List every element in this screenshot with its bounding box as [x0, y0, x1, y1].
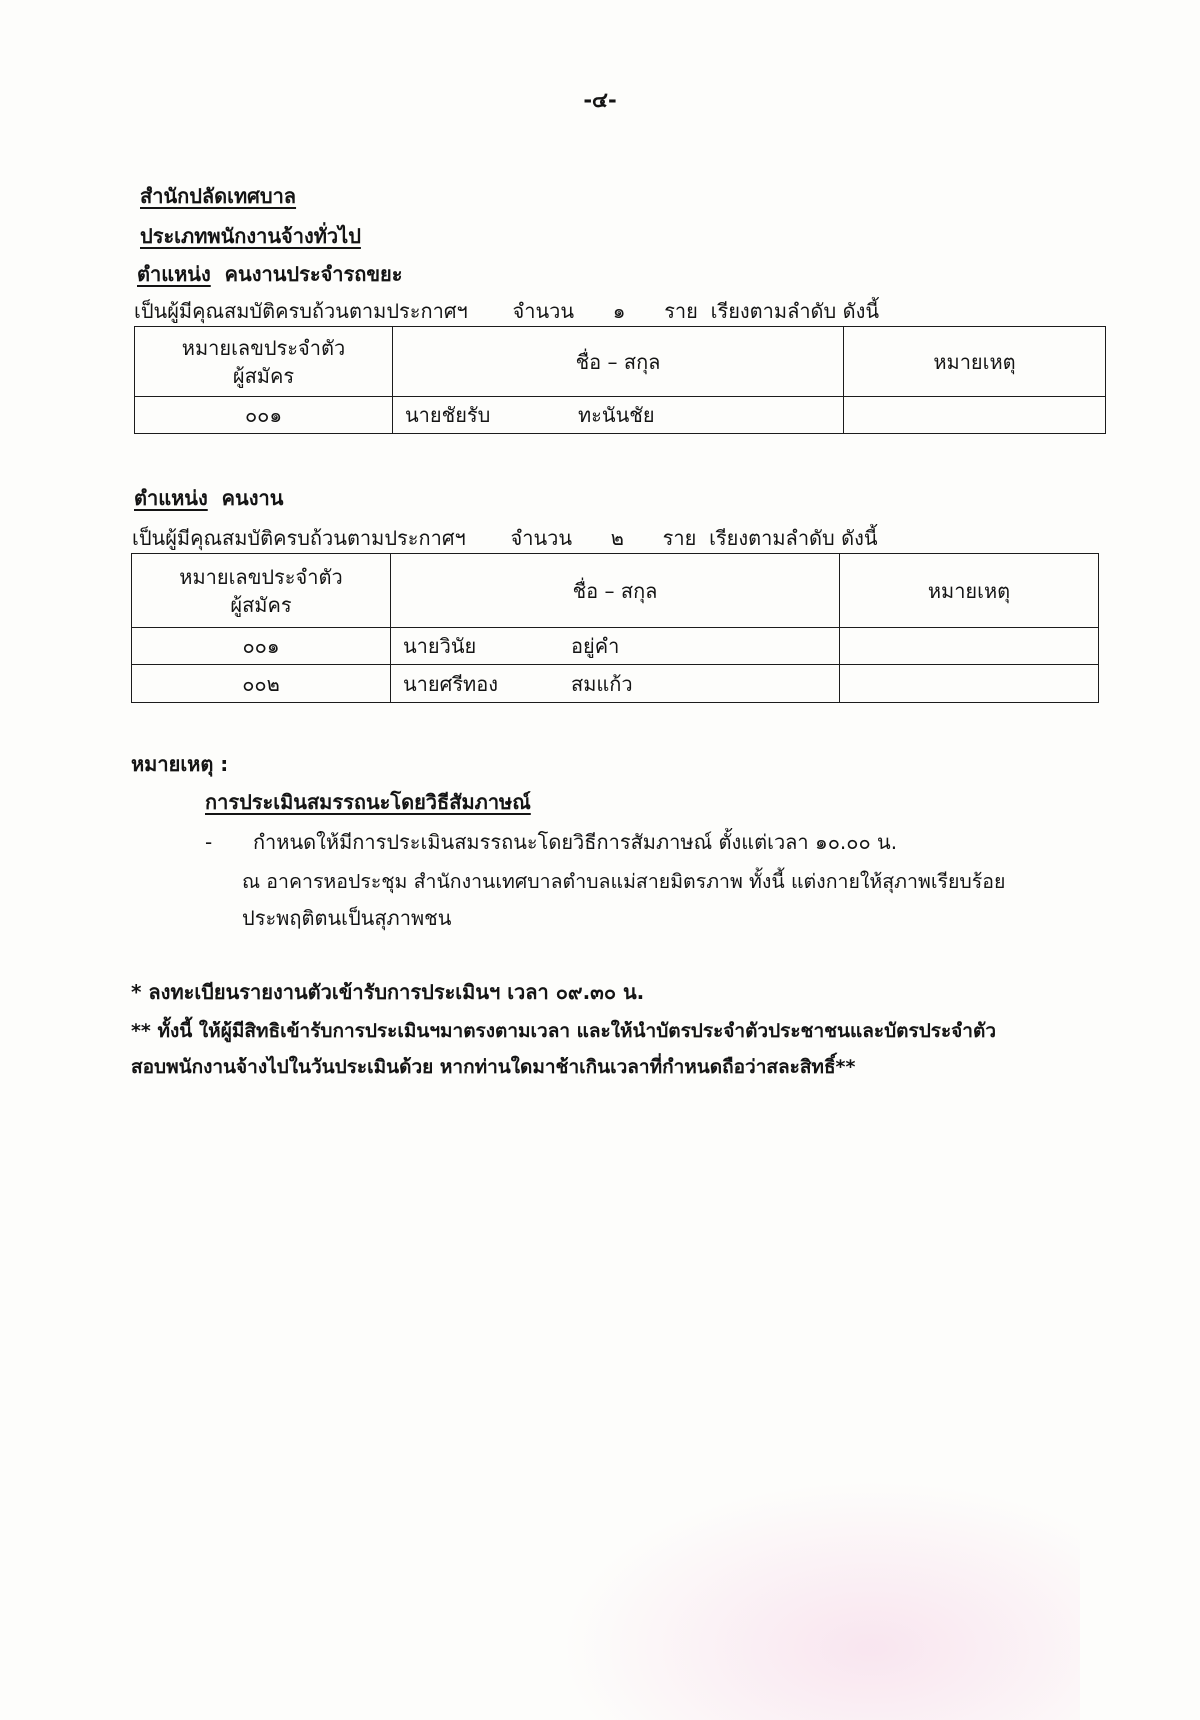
section2-position [134, 482, 283, 514]
employee-type-heading: ประเภทพนักงานจ้างทั่วไป [140, 224, 361, 248]
page-number: -๔- [583, 88, 617, 112]
applicant-name [391, 665, 840, 703]
intro-text: เป็นผู้มีคุณสมบัติครบถ้วนตามประกาศฯ [132, 526, 466, 550]
section2-intro-line [132, 522, 878, 554]
remarks-line1 [205, 826, 897, 858]
intro-text: เป็นผู้มีคุณสมบัติครบถ้วนตามประกาศฯ [134, 299, 468, 323]
table-header-row [132, 554, 1099, 628]
header-name: ชื่อ – สกุล [393, 327, 844, 397]
table-header-row [135, 327, 1106, 397]
count-value: ๒ [610, 526, 624, 550]
section2-table [131, 553, 1099, 703]
last-name: อยู่คำ [571, 634, 620, 658]
header-note: หมายเหตุ [840, 554, 1099, 628]
count-unit: ราย [664, 299, 698, 323]
count-value: ๑ [612, 299, 626, 323]
first-name: นายวินัย [403, 634, 477, 658]
applicant-note [840, 628, 1099, 665]
table-row [135, 397, 1106, 434]
remarks-heading: การประเมินสมรรถนะโดยวิธีสัมภาษณ์ [205, 790, 531, 814]
order-text: เรียงตามลำดับ ดังนี้ [710, 299, 880, 323]
section1-intro-line [134, 295, 879, 327]
last-name: ทะนันชัย [578, 403, 655, 427]
remarks-line1-text: กำหนดให้มีการประเมินสมรรถนะโดยวิธีการสัมภาษณ์ ตั้งแต่เวลา ๑๐.๐๐ น. [252, 830, 898, 854]
bullet-dash: - [205, 830, 213, 854]
applicant-id: ๐๐๒ [132, 665, 391, 703]
count-label: จำนวน [510, 526, 573, 550]
registration-note: * ลงทะเบียนรายงานตัวเข้ารับการประเมินฯ เวลา ๐๙.๓๐ น. [131, 980, 645, 1004]
applicant-note [844, 397, 1106, 434]
header-id: หมายเลขประจำตัว ผู้สมัคร [132, 554, 391, 628]
applicant-name [391, 628, 840, 665]
office-heading: สำนักปลัดเทศบาล [140, 184, 297, 208]
paper-stain [560, 1480, 1080, 1720]
table-row [132, 628, 1099, 665]
header-id: หมายเลขประจำตัว ผู้สมัคร [135, 327, 393, 397]
first-name: นายชัยรับ [405, 403, 491, 427]
header-name: ชื่อ – สกุล [391, 554, 840, 628]
remarks-line3: ประพฤติตนเป็นสุภาพชน [242, 906, 452, 930]
warning-note-line1: ** ทั้งนี้ ให้ผู้มีสิทธิเข้ารับการประเมินฯมาตรงตามเวลา และให้นำบัตรประจำตัวประชาชนและบัตรประจำตัว [131, 1020, 996, 1042]
position-label: ตำแหน่ง [134, 486, 208, 510]
header-note: หมายเหตุ [844, 327, 1106, 397]
count-label: จำนวน [512, 299, 575, 323]
remarks-line2: ณ อาคารหอประชุม สำนักงานเทศบาลตำบลแม่สายมิตรภาพ ทั้งนี้ แต่งกายให้สุภาพเรียบร้อย [242, 870, 1006, 893]
table-row [132, 665, 1099, 703]
applicant-note [840, 665, 1099, 703]
count-unit: ราย [662, 526, 697, 550]
order-text: เรียงตามลำดับ ดังนี้ [709, 526, 878, 550]
applicant-id: ๐๐๑ [135, 397, 393, 434]
section1-table [134, 326, 1106, 434]
first-name: นายศรีทอง [403, 671, 499, 696]
position-label: ตำแหน่ง [137, 262, 211, 286]
position-name: คนงานประจำรถขยะ [224, 262, 403, 286]
applicant-id: ๐๐๑ [132, 628, 391, 665]
position-name: คนงาน [221, 486, 284, 510]
remarks-label: หมายเหตุ : [131, 752, 229, 776]
section1-position [137, 258, 403, 290]
warning-note-line2: สอบพนักงานจ้างไปในวันประเมินด้วย หากท่านใดมาช้าเกินเวลาที่กำหนดถือว่าสละสิทธิ์** [131, 1056, 856, 1078]
applicant-name [393, 397, 844, 434]
last-name: สมแก้ว [571, 671, 633, 696]
